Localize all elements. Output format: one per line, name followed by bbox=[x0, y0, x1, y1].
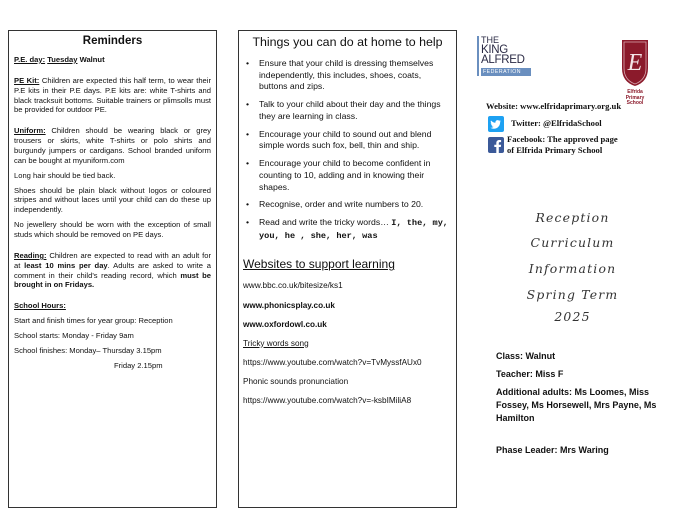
reading bbox=[14, 251, 211, 290]
school-starts: School starts: Monday - Friday 9am bbox=[14, 330, 134, 340]
bullet-icon: • bbox=[246, 217, 250, 228]
websites-title: Websites to support learning bbox=[243, 257, 395, 272]
pe-kit bbox=[14, 76, 211, 115]
bullet-icon: • bbox=[246, 57, 250, 68]
home-help-title: Things you can do at home to help bbox=[252, 35, 443, 49]
pe-day-value: Tuesday bbox=[47, 54, 78, 64]
list-item: • Encourage your child to become confident in counting to 10, adding and in knowing their shapes. bbox=[246, 158, 431, 192]
school-crest-icon bbox=[620, 38, 650, 88]
tricky-words: I, the, my, you, he , she, her, was bbox=[259, 218, 449, 241]
list-item: • Ensure that your child is dressing themselves independently, this includes, shoes, coats, buttons and zips. bbox=[246, 57, 434, 92]
federation-the: THE bbox=[481, 35, 499, 45]
hair-note: Long hair should be tied back. bbox=[14, 170, 116, 180]
uniform bbox=[14, 126, 211, 165]
list-item: • Recognise, order and write numbers to 20. bbox=[246, 199, 424, 210]
twitter-icon bbox=[488, 116, 504, 132]
reading-text-2: . Adults are asked to write a comment in their child's reading record, which bbox=[14, 260, 211, 280]
bullet-icon: • bbox=[246, 99, 250, 110]
reading-bold-1: least 10 mins per day bbox=[24, 260, 108, 270]
reading-bold-2: must be brought in on Fridays. bbox=[14, 270, 211, 290]
class-info: Class: Walnut bbox=[496, 351, 556, 361]
school-facebook[interactable]: Facebook: The approved page of Elfrida Primary School bbox=[507, 134, 618, 155]
reminders-title: Reminders bbox=[82, 35, 143, 47]
teacher-info: Teacher: Miss F bbox=[496, 369, 564, 379]
federation-name-2: ALFRED bbox=[481, 54, 525, 67]
bullet-icon: • bbox=[246, 199, 250, 210]
site-oxfordowl[interactable]: www.oxfordowl.co.uk bbox=[243, 319, 327, 329]
uniform-label: Uniform: bbox=[14, 126, 46, 136]
additional-adults: Additional adults: Ms Loomes, Miss Fossey, Ms Horsewell, Mrs Payne, Ms Hamilton bbox=[496, 387, 657, 423]
title-information: Information bbox=[528, 261, 617, 276]
hours-intro: Start and finish times for year group: Reception bbox=[14, 316, 173, 326]
pe-day bbox=[14, 55, 211, 65]
facebook-icon bbox=[488, 137, 504, 153]
bullet-icon: • bbox=[246, 158, 250, 169]
hours-label-line bbox=[14, 301, 211, 311]
phase-leader: Phase Leader: Mrs Waring bbox=[496, 445, 609, 455]
shoes-note: Shoes should be plain black without logos or coloured stripes and without laces until your child can do these up independently. bbox=[14, 185, 211, 215]
tricky-song-url[interactable]: https://www.youtube.com/watch?v=TvMyssfAUx0 bbox=[243, 357, 422, 367]
title-spring-term: Spring Term bbox=[526, 287, 619, 302]
bullet-icon: • bbox=[246, 128, 250, 139]
reading-label: Reading: bbox=[14, 250, 47, 260]
tricky-intro: Read and write the tricky words… bbox=[259, 217, 392, 228]
school-website[interactable]: Website: www.elfridaprimary.org.uk bbox=[486, 101, 622, 111]
home-help-list bbox=[243, 58, 452, 242]
tricky-song-label: Tricky words song bbox=[243, 338, 309, 348]
federation-name-1: KING bbox=[481, 43, 508, 56]
uniform-text: Children should be wearing black or grey trousers or skirts, white T-shirts or polo shirts and burgundy jumpers or cardigans. School branded uniform can be bought at myuniform.com bbox=[14, 126, 211, 165]
site-bbc[interactable]: www.bbc.co.uk/bitesize/ks1 bbox=[243, 281, 343, 291]
title-year: 2025 bbox=[554, 309, 591, 324]
school-finishes: School finishes: Monday– Thursday 3.15pm bbox=[14, 345, 162, 355]
federation-logo-bar bbox=[477, 36, 479, 76]
school-twitter[interactable]: Twitter: @ElfridaSchool bbox=[511, 118, 602, 128]
site-phonicsplay[interactable]: www.phonicsplay.co.uk bbox=[243, 300, 335, 310]
crest-name: Elfrida Primary School bbox=[625, 89, 645, 106]
school-finishes-friday: Friday 2.15pm bbox=[114, 360, 163, 370]
pe-day-class: Walnut bbox=[77, 54, 105, 64]
list-item: • Encourage your child to sound out and blend simple words such fox, bell, thin and ship. bbox=[246, 128, 432, 151]
phonic-url[interactable]: https://www.youtube.com/watch?v=-ksbIMiliA8 bbox=[243, 395, 412, 405]
jewellery-note: No jewellery should be worn with the exception of small studs which should be removed on PE days. bbox=[14, 220, 211, 239]
pe-day-label: P.E. day: bbox=[14, 54, 46, 64]
reminders-panel bbox=[8, 30, 217, 508]
home-help-panel bbox=[238, 30, 457, 508]
federation-logo bbox=[481, 36, 531, 76]
hours-label: School Hours: bbox=[14, 301, 66, 311]
title-reception: Reception bbox=[535, 210, 610, 225]
pe-kit-label: PE Kit: bbox=[14, 75, 40, 85]
reading-text-1: Children are expected to read with an adult for at bbox=[14, 250, 211, 270]
federation-sub: FEDERATION bbox=[481, 68, 531, 76]
list-item: • Talk to your child about their day and the things they are learning in class. bbox=[246, 99, 441, 121]
phonic-label: Phonic sounds pronunciation bbox=[243, 376, 349, 386]
title-curriculum: Curriculum bbox=[530, 235, 615, 250]
crest-letter: E bbox=[627, 50, 643, 76]
pe-kit-text: Children are expected this half term, to wear their P.E kits in their P.E days. P.E kits are: white T-shirts and black tracksuit bottoms. Suitable trainers or plimsolls must be provided for outdoor PE. bbox=[14, 75, 211, 115]
cover-panel bbox=[470, 30, 675, 508]
list-item-tricky-words bbox=[243, 217, 452, 242]
